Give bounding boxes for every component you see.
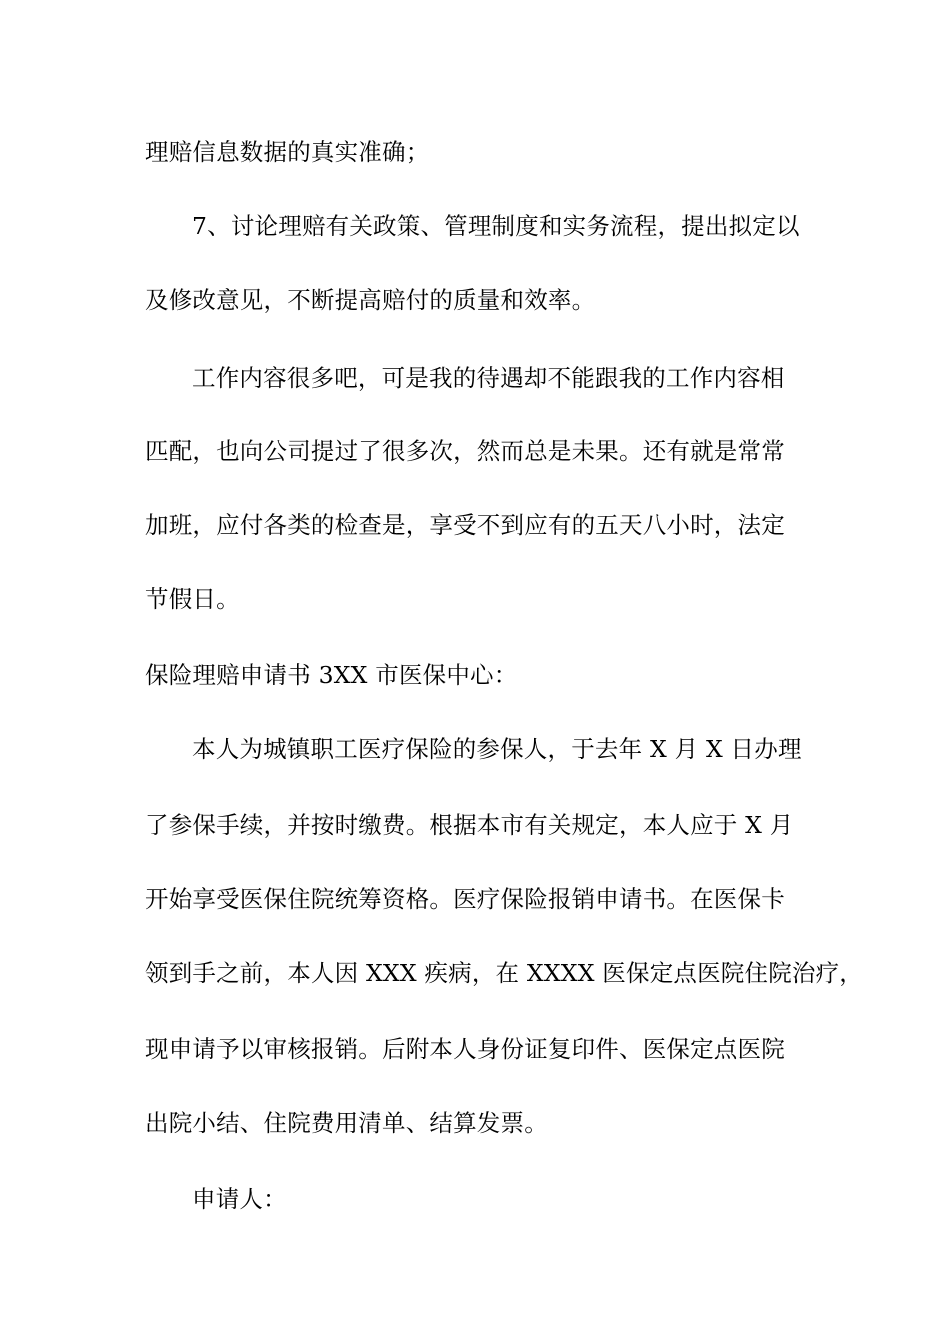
- text-line-4: 工作内容很多吧，可是我的待遇却不能跟我的工作内容相: [192, 364, 785, 392]
- applicant-label: 申请人：: [192, 1185, 287, 1213]
- text-line-3: 及修改意见，不断提高赔付的质量和效率。: [145, 286, 596, 314]
- text-line-7: 节假日。: [145, 585, 240, 613]
- text-line-1: 理赔信息数据的真实准确；: [145, 138, 430, 166]
- text-line-12: 领到手之前，本人因 XXX 疾病，在 XXXX 医保定点医院住院治疗，: [145, 959, 863, 987]
- text-line-6: 加班，应付各类的检查是，享受不到应有的五天八小时，法定: [145, 511, 785, 539]
- text-line-9: 本人为城镇职工医疗保险的参保人，于去年 X 月 X 日办理: [192, 735, 802, 763]
- text-line-10: 了参保手续，并按时缴费。根据本市有关规定，本人应于 X 月: [145, 811, 794, 839]
- text-line-11: 开始享受医保住院统筹资格。医疗保险报销申请书。在医保卡: [145, 885, 785, 913]
- text-line-14: 出院小结、住院费用清单、结算发票。: [145, 1109, 548, 1137]
- text-line-5: 匹配，也向公司提过了很多次，然而总是未果。还有就是常常: [145, 437, 785, 465]
- text-line-2: 7、讨论理赔有关政策、管理制度和实务流程，提出拟定以: [192, 212, 800, 240]
- text-line-13: 现申请予以审核报销。后附本人身份证复印件、医保定点医院: [145, 1035, 785, 1063]
- section-heading: 保险理赔申请书 3XX 市医保中心：: [145, 661, 518, 689]
